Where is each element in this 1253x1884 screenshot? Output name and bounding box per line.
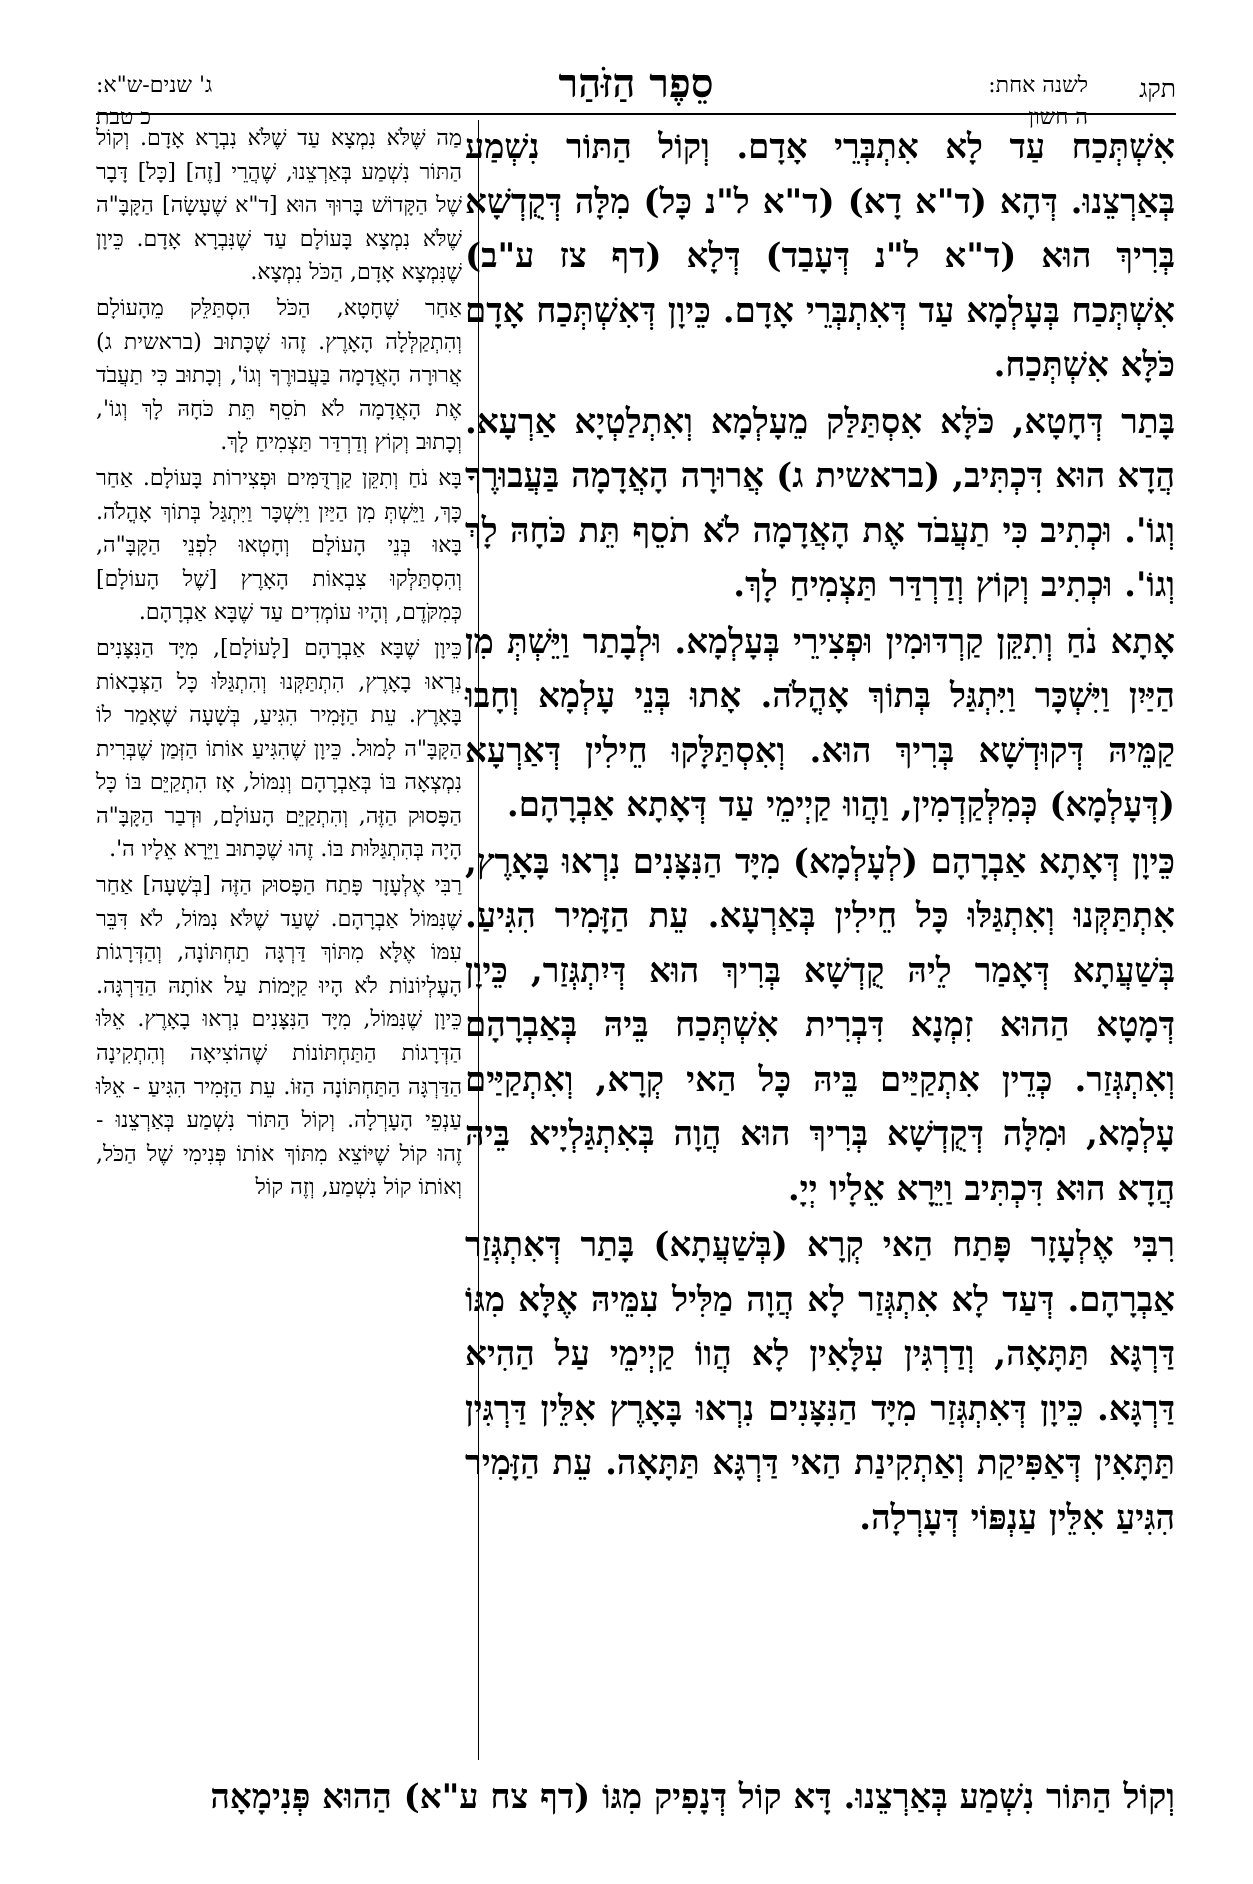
continuation-line: וְקוֹל הַתּוֹר נִשְׁמַע בְּאַרְצֵנוּ. דָּא קוֹל דְּנָפִיק מִגּוֹ (דף צח ע"א) הַהוּא פְּנִימָאָה [210, 1777, 1175, 1817]
hebrew-translation-column [96, 122, 462, 1207]
side-paragraph: כֵּיוָן שֶׁבָּא אַבְרָהָם [לָעוֹלָם], מִיָּד הַנִּצָּנִים נִרְאוּ בָאָרֶץ, הִתְתַּקְּנוּ וְהִתְגַּלּוּ כָּל הַצְּבָאוֹת בָּאָרֶץ. עֵת הַזָּמִיר הִגִּיעַ, בְּשָׁעָה שֶׁאָמַר לוֹ הַקָּבָּ"ה לָמוּל. כֵּיוָן שֶׁהִגִּיעַ אוֹתוֹ הַזְּמַן שֶׁבְּרִית נִמְצְאָה בּוֹ בְּאַבְרָהָם וְנִמּוֹל, אָז הִתְקַיֵּם בּוֹ כָּל הַפָּסוּק הַזֶּה, וְהִתְקַיֵּם הָעוֹלָם, וּדְבַר הַקָּבָּ"ה הָיָה בְּהִתְגַּלּוּת בּוֹ. זֶהוּ שֶׁכָּתוּב וַיֵּרָא אֵלָיו ה'. [96, 635, 462, 863]
book-title: סֵפֶר הַזֹּהַר [558, 60, 714, 107]
date-label: ה חשון [1028, 105, 1088, 130]
page-header [96, 52, 1176, 130]
side-paragraph: בָּא נֹחַ וְתִקֵּן קַרְדֻּמִּים וּפְצִירוֹת בָּעוֹלָם. אַחַר כָּךְ, וַיֵּשְׁתְּ מִן הַיַּיִן וַיִּשְׁכָּר וַיִּתְגַּל בְּתוֹךְ אָהֳלֹה. בָּאוּ בְּנֵי הָעוֹלָם וְחָטְאוּ לִפְנֵי הַקָּבָּ"ה, וְהִסְתַּלְּקוּ צִבְאוֹת הָאָרֶץ [שֶׁל הָעוֹלָם] כְּמִקֹּדֶם, וְהָיוּ עוֹמְדִים עַד שֶׁבָּא אַבְרָהָם. [96, 465, 462, 626]
page-number: תקג [1139, 74, 1176, 103]
main-paragraph: רִבִּי אֶלְעָזָר פָּתַח הַאי קְרָא (בְּשַׁעֲתָא) בָּתַר דְּאִתְגְּזַר אַבְרָהָם. דְּעַד לָא אִתְגְּזַר לָא הֲוָה מַלִּיל עִמֵּיהּ אֶלָּא מִגּוֹ דַּרְגָּא תַּתָּאָה, וְדַרְגִּין עִלָּאִין לָא הֲווֹ קַיְימֵי עַל הַהִיא דַּרְגָּא. כֵּיוָן דְּאִתְגְּזַר מִיָּד הַנִּצָּנִים נִרְאוּ בָּאָרֶץ אִלֵּין דַּרְגִּין תַּתָּאִין דְּאַפִּיקַת וְאַתְקִינַת הַאי דַּרְגָּא תַּתָּאָה. עֵת הַזָּמִיר הִגִּיעַ אִלֵּין עַנְפּוֹי דְּעָרְלָה. [465, 1225, 1175, 1538]
side-paragraph: מַה שֶּׁלֹּא נִמְצָא עַד שֶׁלֹּא נִבְרָא אָדָם. וְקוֹל הַתּוֹר נִשְׁמַע בְּאַרְצֵנוּ, שֶׁהֲרֵי [זֶה] [כָּל] דָּבָר שֶׁל הַקָּדוֹשׁ בָּרוּךְ הוּא [ד"א שֶׁעָשָׂה] הַקָּבָּ"ה שֶׁלֹּא נִמְצָא בָּעוֹלָם עַד שֶׁנִּבְרָא אָדָם. כֵּיוָן שֶׁנִּמְצָא אָדָם, הַכֹּל נִמְצָא. [96, 126, 462, 286]
aramaic-column [465, 120, 1175, 1547]
main-paragraph: כֵּיוָן דְּאָתָא אַבְרָהָם (לְעָלְמָא) מִיָּד הַנִּצָּנִים נִרְאוּ בָּאָרֶץ, אִתְתַּקְּנוּ וְאִתְגַּלּוּ כָּל חֵילִין בְּאַרְעָא. עֵת הַזָּמִיר הִגִּיעַ. בְּשַׁעֲתָא דְּאָמַר לֵיהּ קֻדְשָׁא בְּרִיךְ הוּא דְּיִתְגְּזַר, כֵּיוָן דְּמָטָא הַהוּא זִמְנָא דִּבְרִית אִשְׁתְּכַח בֵּיהּ בְּאַבְרָהָם וְאִתְגְּזַר. כְּדֵין אִתְקַיַּים בֵּיהּ כָּל הַאי קְרָא, וְאִתְקַיַּים עָלְמָא, וּמִלָּה דְּקֻדְשָׁא בְּרִיךְ הוּא הֲוָה בְּאִתְגַּלְיָיא בֵּיהּ הֲדָא הוּא דִּכְתִּיב וַיֵּרָא אֵלָיו יְיָ. [465, 841, 1175, 1209]
side-paragraph: אַחַר שֶׁחָטָא, הַכֹּל הִסְתַּלֵּק מֵהָעוֹלָם וְהִתְקַלְּלָה הָאָרֶץ. זֶהוּ שֶׁכָּתוּב (בראשית ג) אֲרוּרָה הָאֲדָמָה בַּעֲבוּרֶךָ וְגוֹ', וְכָתוּב כִּי תַעֲבֹד אֶת הָאֲדָמָה לֹא תֹסֵף תֵּת כֹּחָהּ לָךְ וְגוֹ', וְכָתוּב וְקוֹץ וְדַרְדַּר תַּצְמִיחַ לָךְ. [96, 295, 462, 456]
years-label: ג' שנים-ש"א: [96, 73, 213, 98]
main-paragraph: בָּתַר דְּחָטָא, כֹּלָּא אִסְתַּלַּק מֵעָלְמָא וְאִתְלַטְיָא אַרְעָא. הֲדָא הוּא דִּכְתִּיב, (בראשית ג) אֲרוּרָה הָאֲדָמָה בַּעֲבוּרֶךָ וְגוֹ'. וּכְתִיב כִּי תַעֲבֹד אֶת הָאֲדָמָה לֹא תֹסֵף תֵּת כֹּחָהּ לָךְ וְגוֹ'. וּכְתִיב וְקוֹץ וְדַרְדַּר תַּצְמִיחַ לָךְ. [465, 401, 1175, 605]
date-label-alt: כ טבת [96, 105, 152, 130]
header-rule [96, 113, 1176, 115]
side-paragraph: רַבִּי אֶלְעָזָר פָּתַח הַפָּסוּק הַזֶּה [בְּשָׁעָה] אַחַר שֶׁנִּמּוֹל אַבְרָהָם. שֶׁעַד שֶׁלֹּא נִמּוֹל, לֹא דִּבֵּר עִמּוֹ אֶלָּא מִתּוֹךְ דַּרְגָּה תַחְתּוֹנָה, וְהַדְּרָגוֹת הָעֶלְיוֹנוֹת לֹא הָיוּ קַיָּמוֹת עַל אוֹתָהּ הַדַּרְגָּה. כֵּיוָן שֶׁנִּמּוֹל, מִיָּד הַנִּצָּנִים נִרְאוּ בָאָרֶץ. אֵלּוּ הַדְּרָגוֹת הַתַּחְתּוֹנוֹת שֶׁהוֹצִיאָה וְהִתְקִינָה הַדַּרְגָּה הַתַּחְתּוֹנָה הַזּוֹ. עֵת הַזָּמִיר הִגִּיעַ - אֵלּוּ עַנְפֵי הָעָרְלָה. וְקוֹל הַתּוֹר נִשְׁמַע בְּאַרְצֵנוּ - זֶהוּ קוֹל שֶׁיּוֹצֵא מִתּוֹךְ אוֹתוֹ פְּנִימִי שֶׁל הַכֹּל, וְאוֹתוֹ קוֹל נִשְׁמַע, וְזֶה קוֹל [96, 873, 462, 1201]
year-label: לשנה אחת: [988, 73, 1088, 98]
column-divider [478, 120, 479, 1760]
main-paragraph: אִשְׁתְּכַח עַד לָא אִתְבְּרֵי אָדָם. וְקוֹל הַתּוֹר נִשְׁמַע בְּאַרְצֵנוּ. דְּהָא (ד"א דָא) (ד"א ל"נ כָּל) מִלָּה דְּקֻדְשָׁא בְּרִיךְ הוּא (ד"א ל"נ דְּעָבַד) דְּלָא (דף צז ע"ב) אִשְׁתְּכַח בְּעָלְמָא עַד דְּאִתְבְּרֵי אָדָם. כֵּיוָן דְּאִשְׁתְּכַח אָדָם כֹּלָּא אִשְׁתְּכַח. [465, 127, 1175, 385]
main-paragraph: אָתָא נֹחַ וְתִקֵּן קַרְדּוּמִין וּפְצִירֵי בְּעָלְמָא. וּלְבָתַר וַיֵּשְׁתְּ מִן הַיַּיִן וַיִּשְׁכָּר וַיִּתְגַּל בְּתוֹךְ אָהֳלֹה. אָתוּ בְּנֵי עָלְמָא וְחָבוּ קַמֵּיהּ דְּקוּדְשָׁא בְּרִיךְ הוּא. וְאִסְתַּלָּקוּ חֵילִין דְּאַרְעָא (דְּעָלְמָא) כְּמִלְּקַדְמִין, וַהֲווּ קַיְימֵי עַד דְּאָתָא אַבְרָהָם. [465, 621, 1175, 825]
